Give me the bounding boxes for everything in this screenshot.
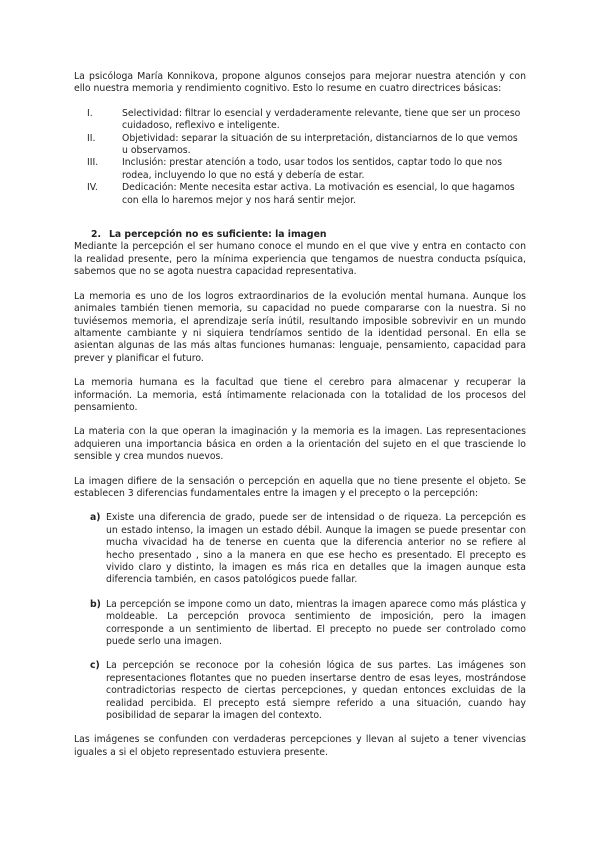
list-item-text: Selectividad: filtrar lo esencial y verdaderamente relevante, tiene que ser un proceso cuidadoso, reflexivo e inteligente. <box>122 107 521 132</box>
list-item <box>74 512 526 586</box>
section-heading <box>74 229 526 241</box>
list-item-text: Inclusión: prestar atención a todo, usar todos los sentidos, captar todo lo que nos rodea, incluyendo lo que no está y debería de estar. <box>122 157 503 181</box>
intro-paragraph: La psicóloga María Konnikova, propone algunos consejos para mejorar nuestra atención y con ello nuestra memoria y rendimiento cognitivo. Esto lo resume en cuatro directrices básicas: <box>74 71 526 95</box>
list-item-letter: b) <box>90 598 101 610</box>
section-title: La percepción no es suficiente: la imagen <box>109 229 327 241</box>
directrices-list <box>74 108 526 207</box>
body-paragraph: Mediante la percepción el ser humano conoce el mundo en el que vive y entra en contacto con la realidad presente, pero la mínima experiencia que tengamos de nuestra conducta psíquica, sabemos que no se agota nuestra capacidad representativa. <box>74 241 526 278</box>
list-item-text: Existe una diferencia de grado, puede ser de intensidad o de riqueza. La percepción es un estado intenso, la imagen un estado débil. Aunque la imagen se puede presentar con mucha vivacidad ha de tenerse en cuenta que la diferencia anterior no se refiere al hecho presentado , sino a la manera en que ese hecho es presentado. El precepto es vivido claro y distinto, la imagen es más rica en detalles que la imagen aunque esta diferencia también, en casos patológicos puede fallar. <box>106 512 526 586</box>
section-number: 2. <box>91 229 102 241</box>
list-item <box>74 157 526 182</box>
list-item-number: IV. <box>87 182 98 194</box>
list-item-text: La percepción se reconoce por la cohesión lógica de sus partes. Las imágenes son representaciones flotantes que no pueden insertarse dentro de esas leyes, mostrándose contradictorias respecto de ciertas percepciones, y quedan entonces excluidas de la realidad percibida. El precepto está siempre referido a una situación, cuando hay posibilidad de separar la imagen del contexto. <box>106 660 526 722</box>
list-item-text: Objetividad: separar la situación de su interpretación, distanciarnos de lo que vemos u observamos. <box>122 132 518 157</box>
list-item-letter: a) <box>90 512 101 524</box>
list-item <box>74 599 526 649</box>
list-item-number: II. <box>87 132 96 144</box>
list-item-number: I. <box>87 107 93 119</box>
list-item <box>74 108 526 133</box>
list-item-text: Dedicación: Mente necesita estar activa. La motivación es esencial, lo que hagamos con ella lo haremos mejor y nos hará sentir mejor. <box>122 182 515 206</box>
list-item-letter: c) <box>90 660 100 672</box>
list-item-text: La percepción se impone como un dato, mientras la imagen aparece como más plástica y moldeable. La percepción provoca sentimiento de imposición, pero la imagen corresponde a un sentimiento de libertad. El precepto no puede ser controlado como puede serlo una imagen. <box>106 598 526 648</box>
body-paragraph: La memoria humana es la facultad que tiene el cerebro para almacenar y recuperar la información. La memoria, está íntimamente relacionada con la totalidad de los procesos del pensamiento. <box>74 377 526 413</box>
list-item <box>74 660 526 722</box>
list-item-number: III. <box>87 157 99 169</box>
list-item <box>74 133 526 158</box>
list-item <box>74 182 526 207</box>
body-paragraph: La imagen difiere de la sensación o percepción en aquella que no tiene presente el objeto. Se establecen 3 diferencias fundamentales entre la imagen y el precepto o la percepción: <box>74 475 526 499</box>
body-paragraph: La materia con la que operan la imaginación y la memoria es la imagen. Las representaciones adquieren una importancia básica en orden a la orientación del sujeto en el que trasciende lo sensible y crea mundos nuevos. <box>74 426 526 463</box>
diferencias-list <box>74 512 526 722</box>
body-paragraph: La memoria es uno de los logros extraordinarios de la evolución mental humana. Aunque los animales también tienen memoria, su capacidad no puede compararse con la nuestra. Si no tuviésemos memoria, el aprendizaje sería inútil, resultando imposible sobrevivir en un mundo altamente cambiante y ni siquiera tendríamos sentido de la identidad personal. En ella se asientan algunas de las más altas funciones humanas: lenguaje, pensamiento, capacidad para prever y planificar el futuro. <box>74 290 526 364</box>
closing-paragraph: Las imágenes se confunden con verdaderas percepciones y llevan al sujeto a tener vivencias iguales a si el objeto representado estuviera presente. <box>74 734 526 758</box>
